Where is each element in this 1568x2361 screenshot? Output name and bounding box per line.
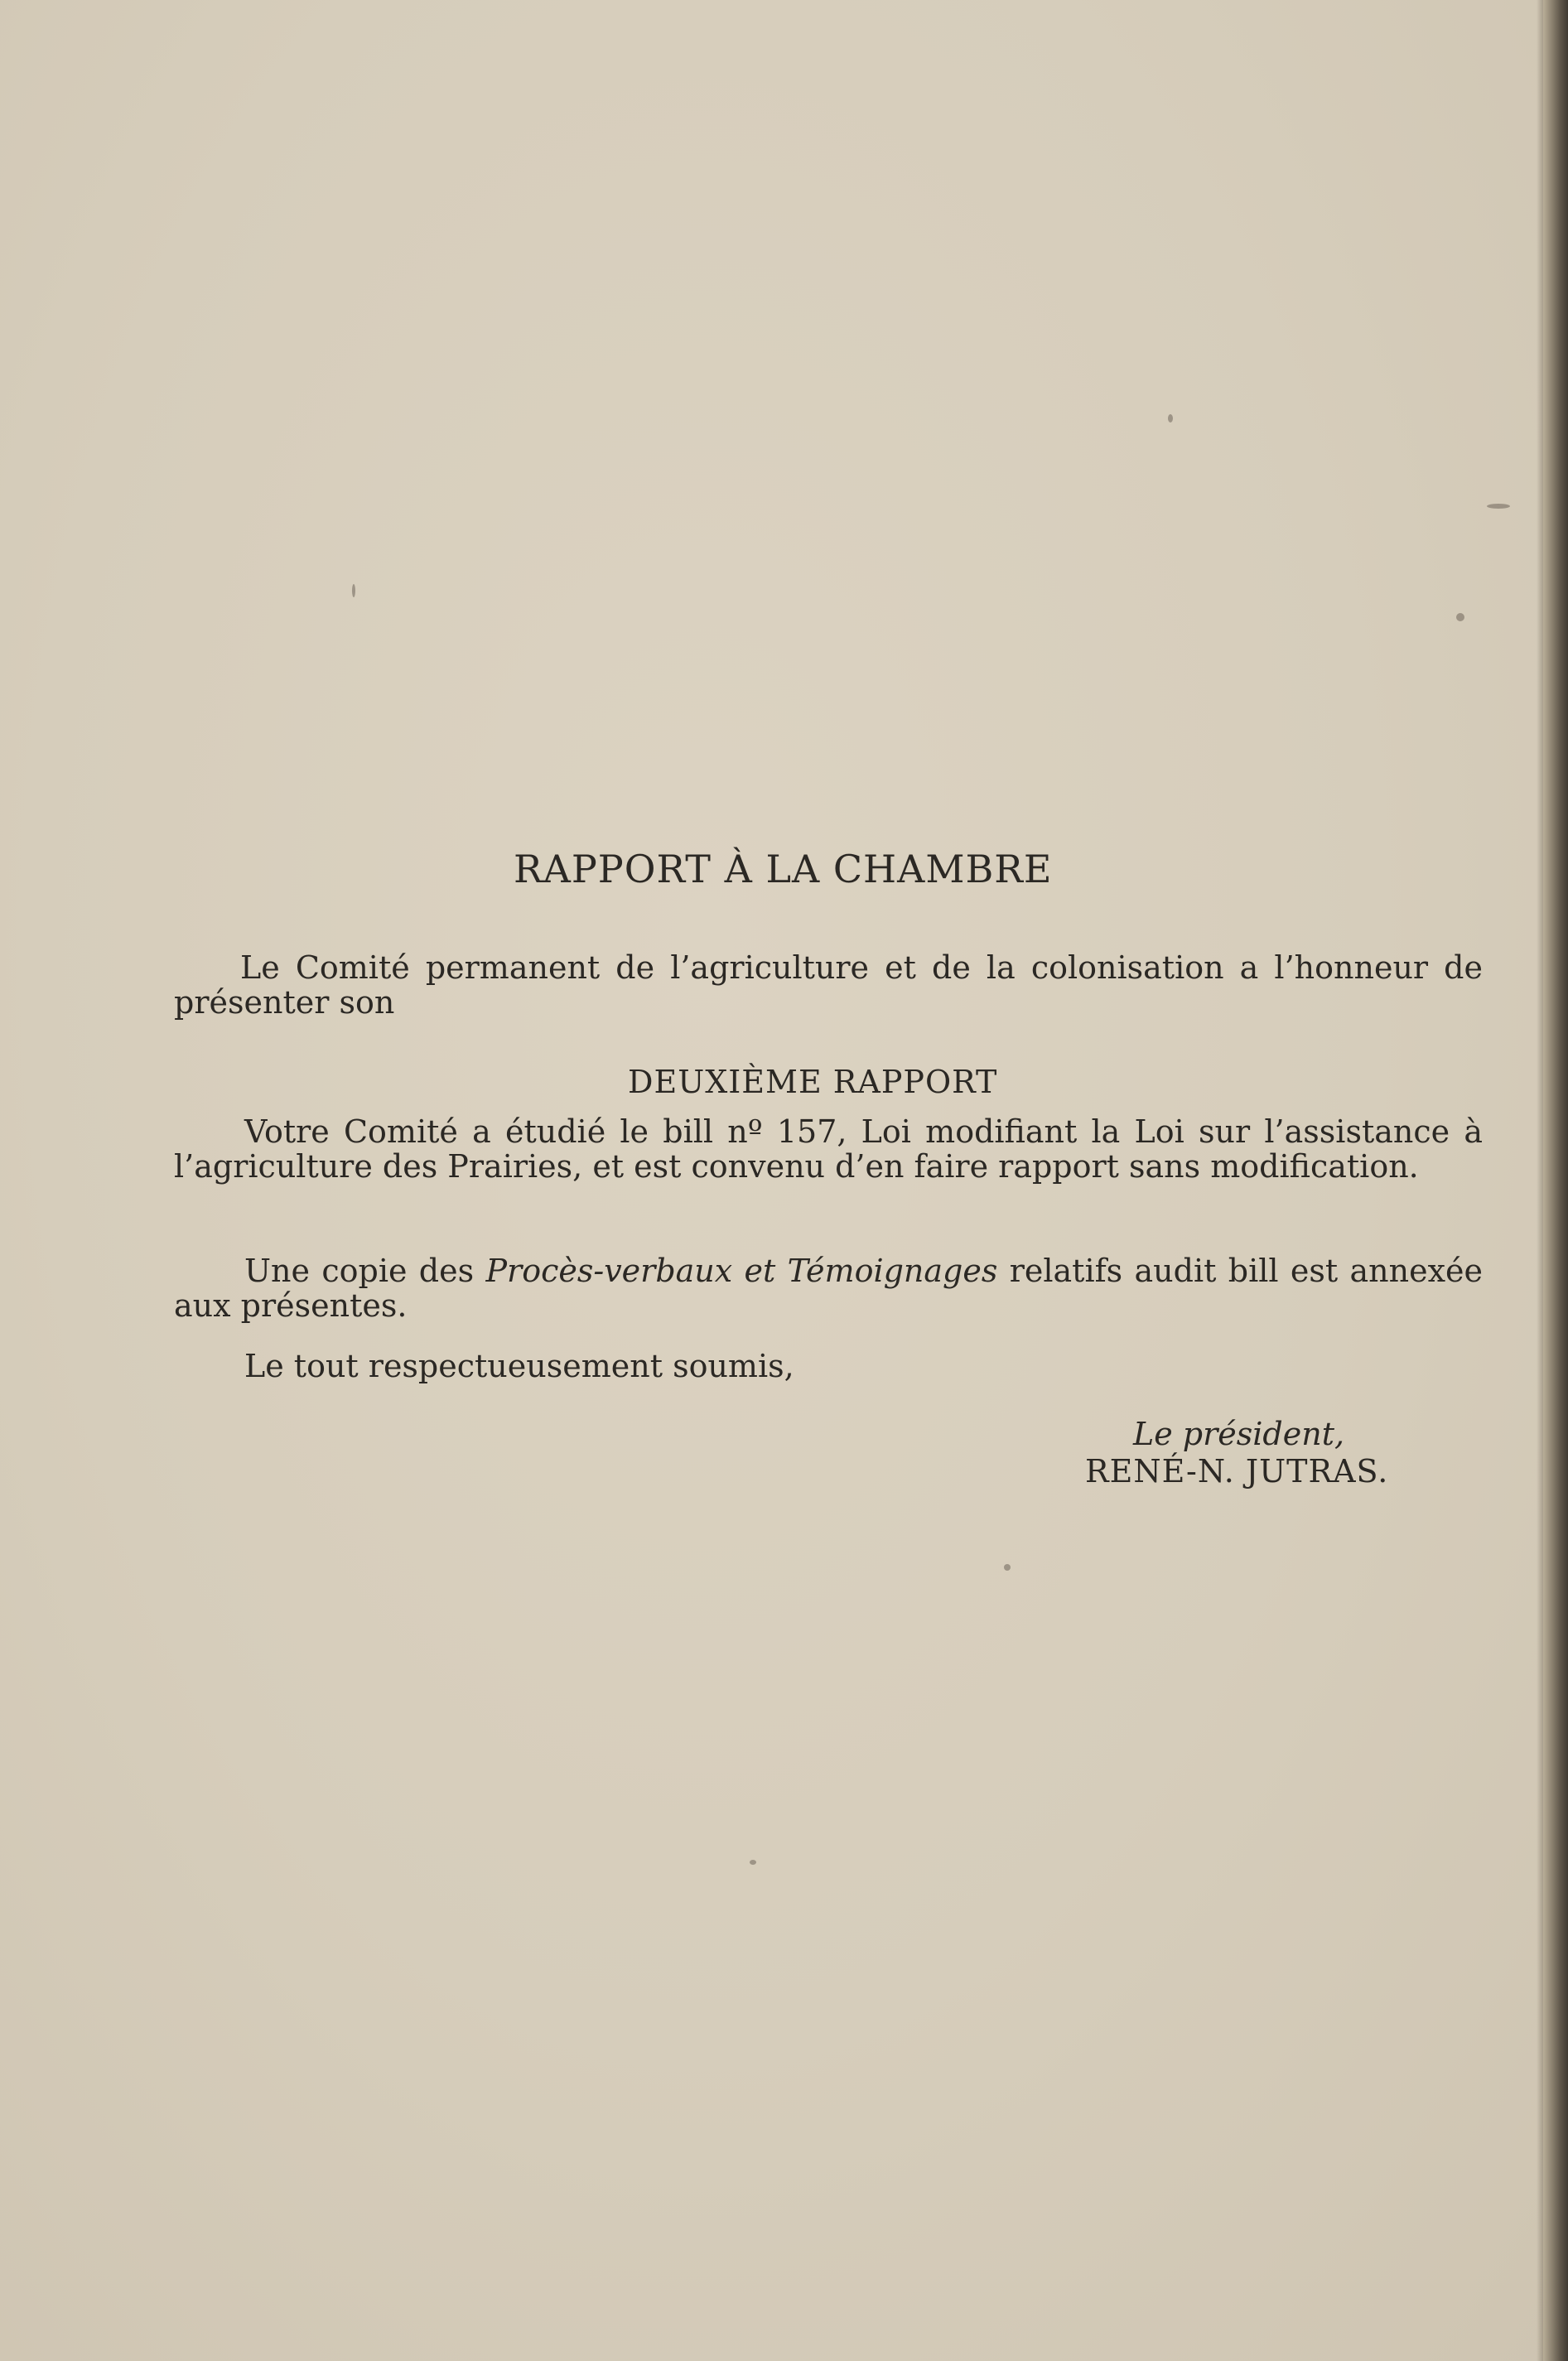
paper-speck [1168, 414, 1173, 422]
binding-shadow [1537, 0, 1543, 2361]
paper-speck [750, 1860, 756, 1865]
closing-line: Le tout respectueusement soumis, [244, 1348, 794, 1384]
annex-text-prefix: Une copie des [244, 1253, 486, 1289]
annex-text-suffix: relatifs audit bill est annexée aux présentes. [174, 1253, 1483, 1324]
intro-paragraph: Le Comité permanent de l’agriculture et de la colonisation a l’honneur de présenter son [174, 949, 1483, 1021]
paper-speck [352, 584, 355, 597]
signature-name: RENÉ-N. JUTRAS. [1085, 1453, 1389, 1490]
paper-speck [1487, 504, 1510, 509]
annex-paragraph [174, 1253, 1483, 1323]
report-subtitle: DEUXIÈME RAPPORT [628, 1064, 998, 1100]
paper-speck [1456, 613, 1464, 621]
annex-text-italic: Procès-verbaux et Témoignages [485, 1253, 998, 1289]
document-title: RAPPORT À LA CHAMBRE [514, 847, 1053, 891]
book-spine [1543, 0, 1568, 2361]
signature-role: Le président, [1133, 1416, 1345, 1452]
paper-speck [1004, 1564, 1011, 1571]
report-paragraph: Votre Comité a étudié le bill nº 157, Loi modifiant la Loi sur l’assistance à l’agriculture des Prairies, et est convenu d’en faire rapport sans modification. [174, 1113, 1483, 1185]
